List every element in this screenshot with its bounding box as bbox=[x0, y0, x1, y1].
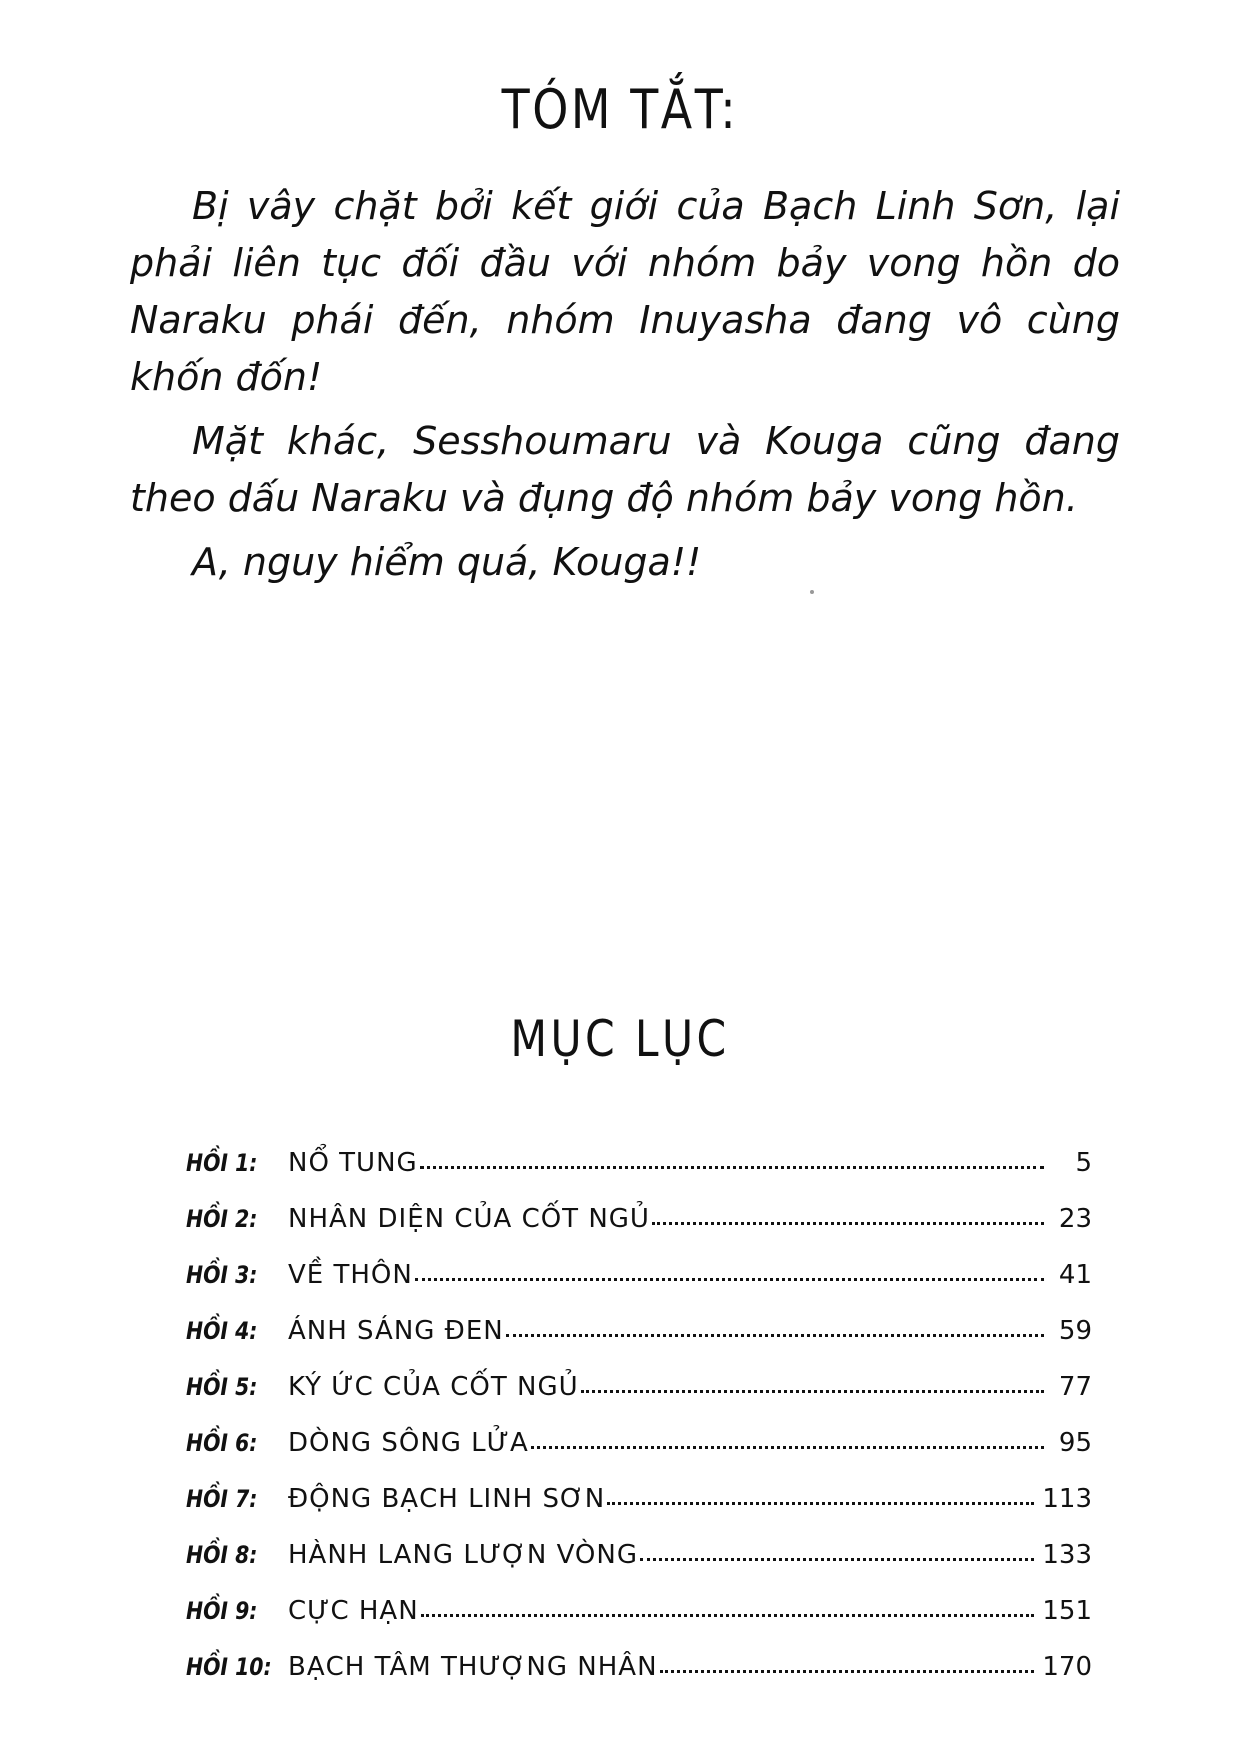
toc-page-number: 95 bbox=[1058, 1428, 1092, 1458]
toc-entry bbox=[186, 1148, 1092, 1204]
summary-paragraph: A, nguy hiểm quá, Kouga!! bbox=[192, 540, 702, 584]
toc-chapter-number: HỒI 8: bbox=[186, 1541, 258, 1569]
toc-chapter-number: HỒI 4: bbox=[186, 1317, 258, 1345]
toc-title: MỤC LỤC bbox=[510, 1010, 730, 1068]
toc-entry bbox=[186, 1652, 1092, 1708]
toc-entry bbox=[186, 1372, 1092, 1428]
toc-leader-dots bbox=[531, 1446, 1044, 1449]
toc-chapter-number: HỒI 10: bbox=[186, 1653, 272, 1681]
toc-entry bbox=[186, 1596, 1092, 1652]
toc-page-number: 59 bbox=[1058, 1316, 1092, 1346]
toc-chapter-name: HÀNH LANG LƯỢN VÒNG bbox=[288, 1540, 638, 1570]
toc-chapter-name: NỔ TUNG bbox=[288, 1148, 418, 1178]
toc-leader-dots bbox=[420, 1166, 1044, 1169]
toc-chapter-name: KÝ ỨC CỦA CỐT NGỦ bbox=[288, 1372, 579, 1402]
table-of-contents bbox=[186, 1148, 1092, 1708]
toc-chapter-number: HỒI 2: bbox=[186, 1205, 258, 1233]
toc-chapter-name: ĐỘNG BẠCH LINH SƠN bbox=[288, 1484, 606, 1514]
toc-leader-dots bbox=[506, 1334, 1044, 1337]
toc-entry bbox=[186, 1316, 1092, 1372]
toc-leader-dots bbox=[421, 1614, 1035, 1617]
toc-chapter-number: HỒI 9: bbox=[186, 1597, 258, 1625]
toc-leader-dots bbox=[415, 1278, 1044, 1281]
toc-leader-dots bbox=[660, 1670, 1035, 1673]
toc-chapter-name: CỰC HẠN bbox=[288, 1596, 419, 1626]
toc-chapter-name: VỀ THÔN bbox=[288, 1260, 413, 1290]
toc-chapter-number: HỒI 3: bbox=[186, 1261, 258, 1289]
toc-leader-dots bbox=[640, 1558, 1034, 1561]
toc-leader-dots bbox=[607, 1502, 1034, 1505]
summary-paragraph: Mặt khác, Sesshoumaru và Kouga cũng đang theo dấu Naraku và đụng độ nhóm bảy vong hồn. bbox=[130, 419, 1120, 520]
toc-entry bbox=[186, 1484, 1092, 1540]
toc-chapter-name: BẠCH TÂM THƯỢNG NHÂN bbox=[288, 1652, 658, 1682]
toc-page-number: 170 bbox=[1042, 1652, 1092, 1682]
toc-chapter-number: HỒI 6: bbox=[186, 1429, 258, 1457]
toc-chapter-number: HỒI 7: bbox=[186, 1485, 258, 1513]
toc-page-number: 77 bbox=[1058, 1372, 1092, 1402]
toc-chapter-name: DÒNG SÔNG LỬA bbox=[288, 1428, 529, 1458]
toc-page-number: 133 bbox=[1042, 1540, 1092, 1570]
toc-leader-dots bbox=[652, 1222, 1044, 1225]
toc-page-number: 5 bbox=[1075, 1148, 1092, 1178]
toc-leader-dots bbox=[581, 1390, 1044, 1393]
toc-page-number: 151 bbox=[1042, 1596, 1092, 1626]
summary-paragraph: Bị vây chặt bởi kết giới của Bạch Linh Sơn, lại phải liên tục đối đầu với nhóm bảy vong hồn do Naraku phái đến, nhóm Inuyasha đang vô cùng khốn đốn! bbox=[130, 184, 1120, 399]
toc-chapter-number: HỒI 1: bbox=[186, 1149, 258, 1177]
toc-chapter-name: ÁNH SÁNG ĐEN bbox=[288, 1316, 504, 1346]
toc-entry bbox=[186, 1428, 1092, 1484]
ink-speck bbox=[810, 590, 814, 594]
toc-page-number: 113 bbox=[1042, 1484, 1092, 1514]
toc-entry bbox=[186, 1204, 1092, 1260]
toc-entry bbox=[186, 1540, 1092, 1596]
toc-entry bbox=[186, 1260, 1092, 1316]
summary-text bbox=[130, 178, 1120, 598]
toc-page-number: 41 bbox=[1058, 1260, 1092, 1290]
toc-page-number: 23 bbox=[1058, 1204, 1092, 1234]
toc-chapter-number: HỒI 5: bbox=[186, 1373, 258, 1401]
summary-title: TÓM TẮT: bbox=[501, 78, 739, 141]
toc-chapter-name: NHÂN DIỆN CỦA CỐT NGỦ bbox=[288, 1204, 650, 1234]
